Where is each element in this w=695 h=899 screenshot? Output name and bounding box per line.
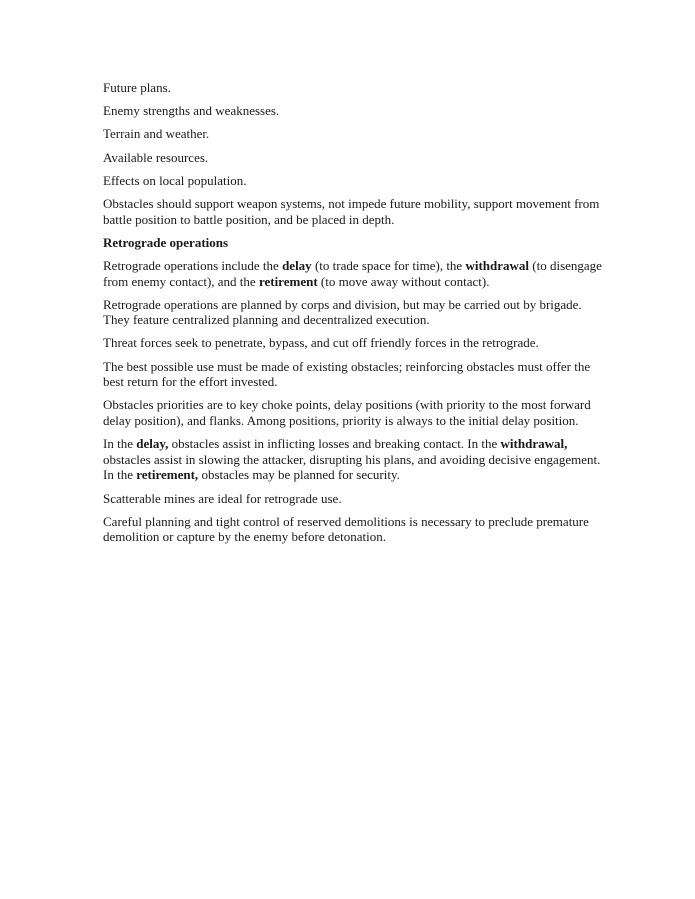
text-run: (to disengage from enemy contact), and the: [103, 257, 602, 289]
bold-term-withdrawal: withdrawal,: [500, 436, 568, 452]
text-run: obstacles assist in inflicting losses and breaking contact. In the: [168, 436, 501, 452]
threat-paragraph: Threat forces seek to penetrate, bypass, and cut off friendly forces in the retrograde.: [103, 335, 539, 351]
document-page: [103, 80, 603, 553]
list-item-enemy-strengths: Enemy strengths and weaknesses.: [103, 103, 280, 119]
bold-term-withdrawal: withdrawal: [465, 257, 530, 273]
text-run: Retrograde operations include the: [103, 257, 283, 273]
retrograde-intro-paragraph: [103, 258, 603, 289]
planned-paragraph: Retrograde operations are planned by corps and division, but may be carried out by brigade. They feature centralized planning and decentralized execution.: [103, 296, 582, 328]
bold-term-retirement: retirement,: [136, 467, 199, 483]
text-run: obstacles assist in slowing the attacker, disrupting his plans, and avoiding decisive engagement. In the: [103, 451, 601, 483]
bold-term-delay: delay,: [136, 436, 169, 452]
careful-planning-paragraph: Careful planning and tight control of reserved demolitions is necessary to preclude premature demolition or capture by the enemy before detonation.: [103, 513, 589, 545]
obstacles-paragraph: Obstacles should support weapon systems, not impede future mobility, support movement from battle position to battle position, and be placed in depth.: [103, 195, 600, 227]
bold-term-delay: delay: [282, 257, 312, 273]
bold-term-retirement: retirement: [258, 273, 318, 289]
priorities-paragraph: Obstacles priorities are to key choke points, delay positions (with priority to the most forward delay position), and flanks. Among positions, priority is always to the initial delay position.: [103, 397, 591, 429]
list-item-future-plans: Future plans.: [103, 80, 171, 95]
text-run: In the: [103, 436, 137, 452]
text-run: (to move away without contact).: [317, 273, 490, 289]
text-run: (to trade space for time), the: [311, 257, 466, 273]
list-item-available-resources: Available resources.: [103, 149, 209, 165]
section-heading-retrograde: Retrograde operations: [103, 234, 229, 250]
delay-detail-paragraph: [103, 436, 603, 483]
list-item-terrain-weather: Terrain and weather.: [103, 126, 210, 142]
list-item-local-population: Effects on local population.: [103, 172, 247, 188]
existing-obstacles-paragraph: The best possible use must be made of existing obstacles; reinforcing obstacles must offer the best return for the effort invested.: [103, 358, 591, 390]
text-run: obstacles may be planned for security.: [198, 467, 400, 483]
scatterable-paragraph: Scatterable mines are ideal for retrograde use.: [103, 490, 342, 506]
